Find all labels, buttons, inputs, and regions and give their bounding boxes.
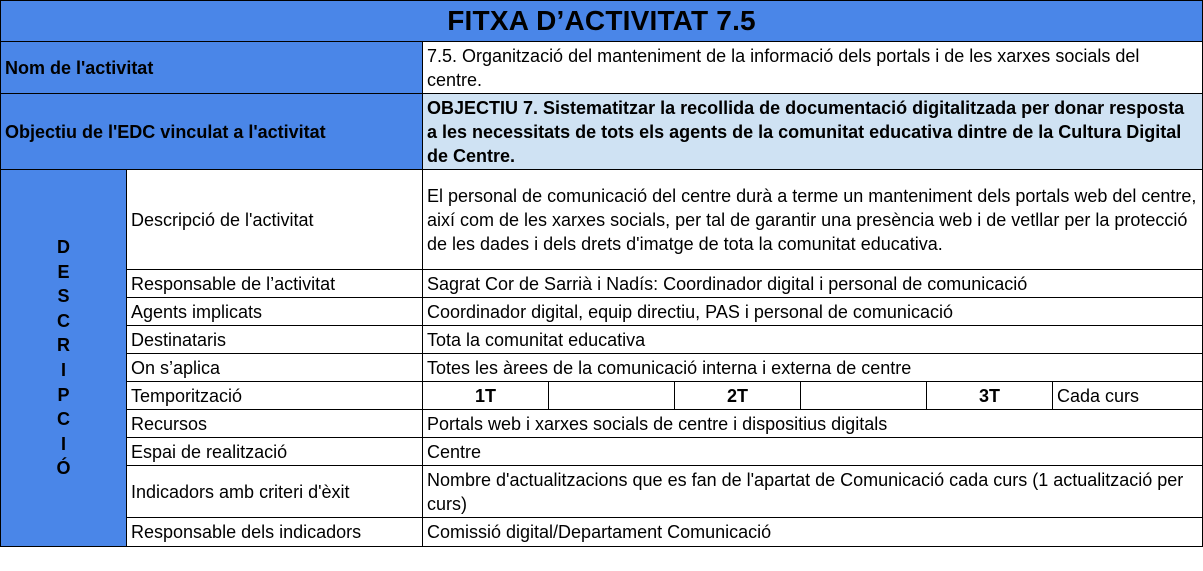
agents-value: Coordinador digital, equip directiu, PAS i personal de comunicació: [423, 298, 1203, 326]
aplica-value: Totes les àrees de la comunicació interna i externa de centre: [423, 354, 1203, 382]
trimester-2-mark: [801, 382, 927, 410]
resp-indicadors-label: Responsable dels indicadors: [127, 518, 423, 547]
temporitzacio-label: Temporització: [127, 382, 423, 410]
descripcio-side-label: [1, 170, 127, 547]
agents-label: Agents implicats: [127, 298, 423, 326]
espai-label: Espai de realització: [127, 438, 423, 466]
side-letter: D: [57, 237, 70, 258]
side-letter: C: [57, 409, 70, 430]
objectiu-value: OBJECTIU 7. Sistematitzar la recollida de documentació digitalitzada per donar resposta a les necessitats de tots els agents de la comunitat educativa dintre de la Cultura Digital de Centre.: [423, 94, 1203, 170]
responsable-value: Sagrat Cor de Sarrià i Nadís: Coordinador digital i personal de comunicació: [423, 270, 1203, 298]
nom-value: 7.5. Organització del manteniment de la informació dels portals i de les xarxes socials del centre.: [423, 42, 1203, 94]
descripcio-label: Descripció de l'activitat: [127, 170, 423, 270]
side-letter: R: [57, 335, 70, 356]
recursos-label: Recursos: [127, 410, 423, 438]
objectiu-label: Objectiu de l'EDC vinculat a l'activitat: [1, 94, 423, 170]
trimester-3: 3T: [927, 382, 1053, 410]
side-letter: C: [57, 310, 70, 331]
indicadors-value: Nombre d'actualitzacions que es fan de l'apartat de Comunicació cada curs (1 actualització per curs): [423, 466, 1203, 518]
aplica-label: On s’aplica: [127, 354, 423, 382]
espai-value: Centre: [423, 438, 1203, 466]
responsable-label: Responsable de l’activitat: [127, 270, 423, 298]
frequency-value: Cada curs: [1053, 382, 1203, 410]
side-letter: P: [57, 384, 70, 405]
trimester-1: 1T: [423, 382, 549, 410]
indicadors-label: Indicadors amb criteri d'èxit: [127, 466, 423, 518]
side-letter: S: [57, 286, 70, 307]
nom-label: Nom de l'activitat: [1, 42, 423, 94]
side-letter: E: [57, 261, 70, 282]
destinataris-label: Destinataris: [127, 326, 423, 354]
recursos-value: Portals web i xarxes socials de centre i dispositius digitals: [423, 410, 1203, 438]
resp-indicadors-value: Comissió digital/Departament Comunicació: [423, 518, 1203, 547]
side-letter: Ó: [56, 458, 71, 479]
trimester-2: 2T: [675, 382, 801, 410]
side-letter: I: [60, 360, 66, 380]
trimester-1-mark: [549, 382, 675, 410]
destinataris-value: Tota la comunitat educativa: [423, 326, 1203, 354]
sheet-title: FITXA D’ACTIVITAT 7.5: [1, 1, 1203, 42]
descripcio-value: El personal de comunicació del centre durà a terme un manteniment dels portals web del centre, així com de les xarxes socials, per tal de garantir una presència web i de vetllar per la protecció de les dades i dels drets d'imatge de tota la comunitat educativa.: [423, 170, 1203, 270]
side-letter: I: [60, 433, 66, 454]
